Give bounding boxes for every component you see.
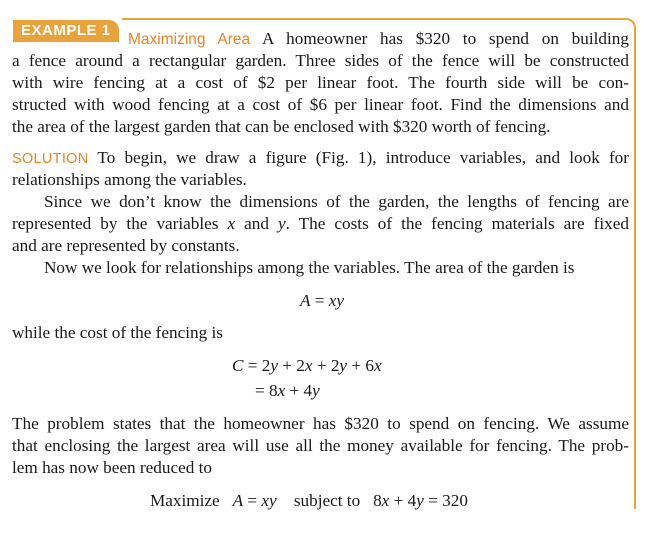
cost-intro: while the cost of the fencing is — [12, 323, 223, 342]
solution-line-1: SOLUTION To begin, we draw a figure (Fig. 1), introduce variables, and look for — [12, 148, 629, 167]
solution-line-2: relationships among the variables. — [12, 170, 247, 189]
solution-line-3: Since we don’t know the dimensions of the garden, the lengths of fencing are — [44, 192, 629, 211]
problem-line-3: with wire fencing at a cost of $2 per linear foot. The fourth side will be con- — [12, 73, 629, 92]
problem-line-5: the area of the largest garden that can be enclosed with $320 worth of fencing. — [12, 117, 551, 136]
solution-block — [12, 147, 629, 279]
example-badge: EXAMPLE 1 — [13, 20, 119, 42]
area-equation: A = xy — [300, 291, 345, 310]
solution-line-5: and are represented by constants. — [12, 236, 240, 255]
problem-line-4: structed with wood fencing at a cost of $6 per linear foot. Find the dimensions and — [12, 95, 629, 114]
example-frame-right — [634, 26, 636, 509]
problem-line-2: a fence around a rectangular garden. Three sides of the fence will be constructed — [12, 51, 629, 70]
reduction-paragraph — [12, 413, 629, 479]
example-title: Maximizing Area — [128, 31, 251, 48]
solution-line-6: Now we look for relationships among the variables. The area of the garden is — [44, 258, 575, 277]
cost-equation-2: = 8x + 4y — [255, 381, 320, 400]
solution-line-4: represented by the variables x and y. The costs of the fencing materials are fixed — [12, 214, 629, 233]
optimization-statement: Maximize A = xy subject to 8x + 4y = 320 — [150, 491, 468, 510]
reduction-line-2: that enclosing the largest area will use all the money available for fencing. The prob- — [12, 436, 629, 455]
problem-line-1: Maximizing Area A homeowner has $320 to spend on building — [128, 29, 629, 48]
problem-statement — [12, 28, 629, 138]
cost-equation-1: C = 2y + 2x + 2y + 6x — [232, 356, 382, 375]
reduction-line-1: The problem states that the homeowner has $320 to spend on fencing. We assume — [12, 414, 629, 433]
solution-heading: SOLUTION — [12, 151, 89, 167]
reduction-line-3: lem has now been reduced to — [12, 458, 212, 477]
